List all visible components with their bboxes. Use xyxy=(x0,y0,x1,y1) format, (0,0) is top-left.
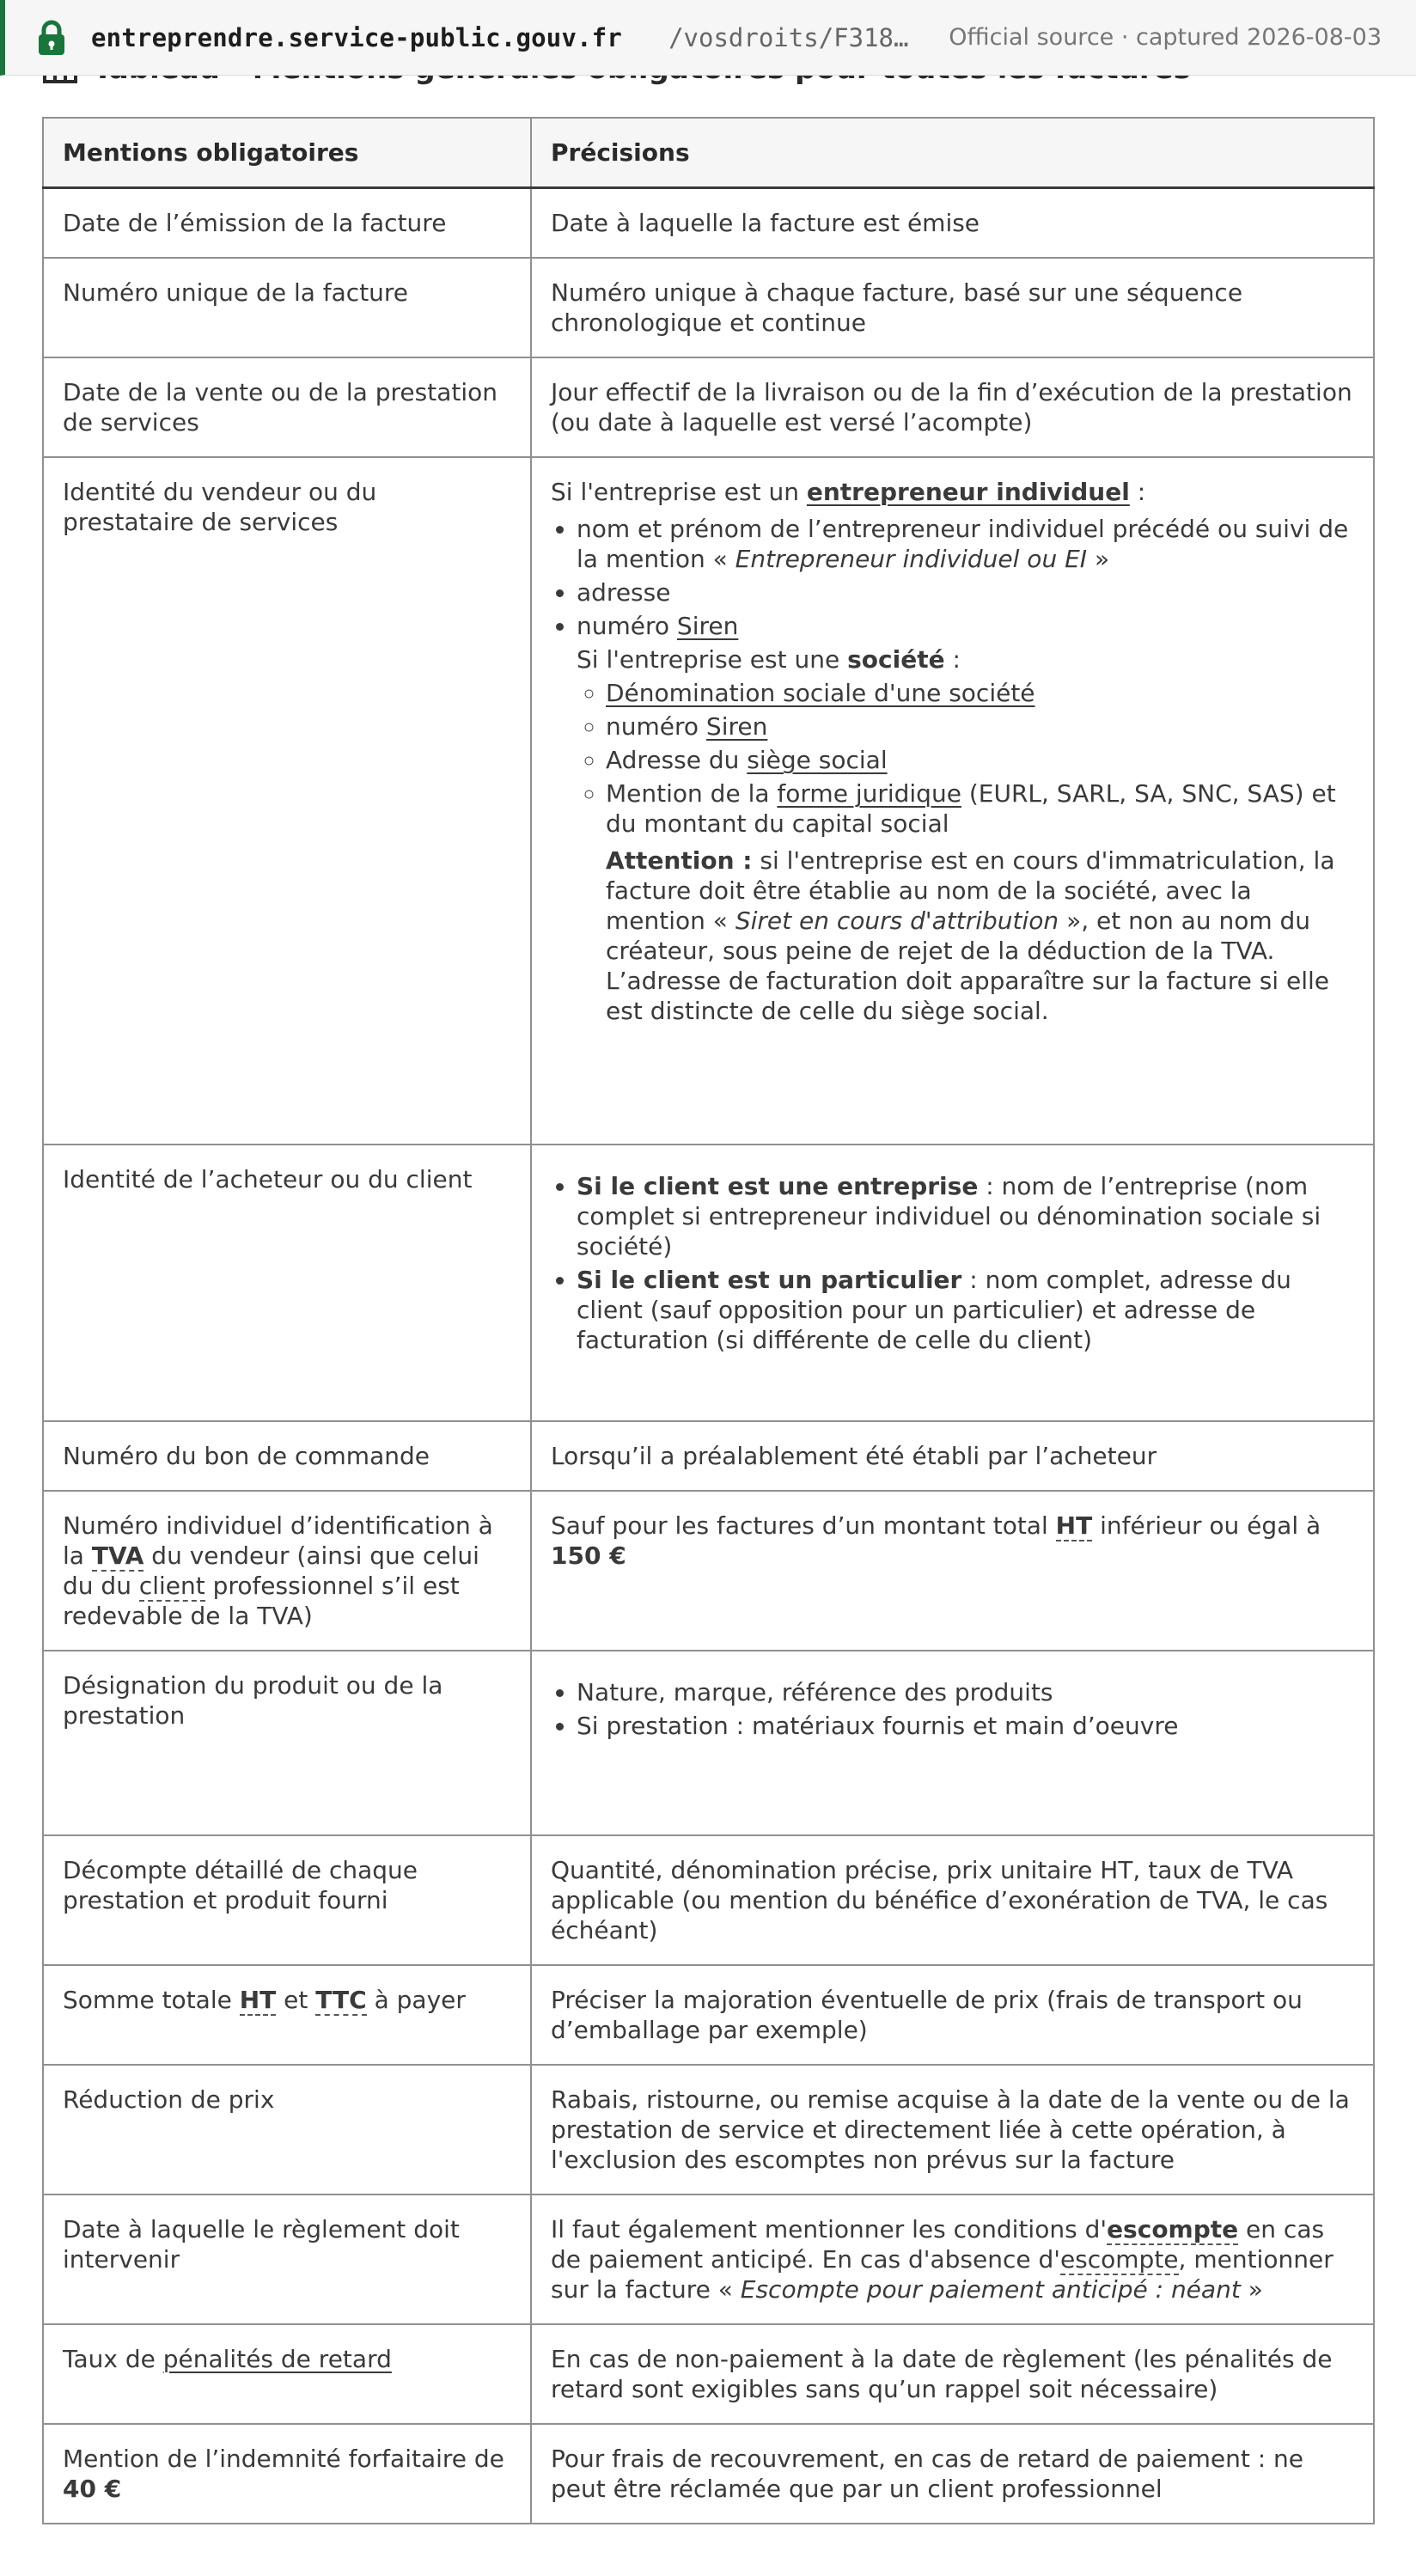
mentions-table xyxy=(42,117,1375,2524)
precision-cell: Pour frais de recouvrement, en cas de retard de paiement : ne peut être réclamée que par un client professionnel xyxy=(531,2424,1374,2524)
lock-icon xyxy=(34,17,69,58)
mention-cell: Numéro unique de la facture xyxy=(43,258,531,357)
table-row xyxy=(43,1145,1374,1421)
entrepreneur-individuel-link[interactable]: entrepreneur individuel xyxy=(806,478,1130,506)
url-path[interactable]: /vosdroits/F318… xyxy=(668,22,909,52)
list-item: • Si le client est une entreprise : nom de l’entreprise (nom complet si entrepreneur individuel ou dénomination sociale si société) xyxy=(577,1171,1354,1261)
ttc-abbr[interactable]: TTC xyxy=(315,1986,367,2014)
browser-url-bar xyxy=(0,0,1416,76)
precision-cell xyxy=(531,1651,1374,1835)
list-item: • nom et prénom de l’entrepreneur individuel précédé ou suivi de la mention « Entrepreneur individuel ou EI » xyxy=(577,514,1354,574)
precision-cell: Préciser la majoration éventuelle de prix (frais de transport ou d’emballage par exemple) xyxy=(531,1965,1374,2065)
societe-list xyxy=(577,678,1354,1026)
mention-cell: Date de la vente ou de la prestation de services xyxy=(43,357,531,457)
mention-cell: Désignation du produit ou de la prestation xyxy=(43,1651,531,1835)
list-item: ◦ numéro Siren xyxy=(606,711,1354,742)
siren-link[interactable]: Siren xyxy=(705,712,768,741)
table-row xyxy=(43,2424,1374,2524)
table-row xyxy=(43,1965,1374,2065)
mention-cell: Numéro du bon de commande xyxy=(43,1421,531,1491)
client-list xyxy=(551,1171,1354,1355)
mention-cell: Identité du vendeur ou du prestataire de services xyxy=(43,457,531,1145)
billing-address-note: L’adresse de facturation doit apparaître sur la facture si elle est distincte de celle du siège social. xyxy=(606,967,1329,1025)
forme-juridique-link[interactable]: forme juridique xyxy=(777,779,961,808)
list-item: • adresse xyxy=(577,577,1354,607)
attention-note: Attention : si l'entreprise est en cours d'immatriculation, la facture doit être établie au nom de la société, avec la mention « Siret en cours d'attribution », et non au nom du créateur, sous peine de rejet de la déduction de la TVA. xyxy=(606,846,1335,965)
denomination-sociale-link[interactable]: Dénomination sociale d'une société xyxy=(606,679,1035,707)
table-header-row xyxy=(43,118,1374,188)
precision-cell: Il faut également mentionner les conditions d'escompte en cas de paiement anticipé. En cas d'absence d'escompte, mentionner sur la facture « Escompte pour paiement anticipé : néant » xyxy=(531,2194,1374,2324)
mention-cell: Date de l’émission de la facture xyxy=(43,188,531,259)
mention-cell: Décompte détaillé de chaque prestation et produit fourni xyxy=(43,1835,531,1965)
table-row xyxy=(43,357,1374,457)
table-row xyxy=(43,1491,1374,1651)
precision-cell xyxy=(531,1145,1374,1421)
mention-cell: Numéro individuel d’identification à la TVA du vendeur (ainsi que celui du du client professionnel s’il est redevable de la TVA) xyxy=(43,1491,531,1651)
precision-cell: Sauf pour les factures d’un montant total HT inférieur ou égal à 150 € xyxy=(531,1491,1374,1651)
precision-cell: Date à laquelle la facture est émise xyxy=(531,188,1374,259)
penalites-retard-link[interactable]: pénalités de retard xyxy=(162,2345,392,2373)
url-domain[interactable]: entreprendre.service-public.gouv.fr xyxy=(91,22,623,52)
table-row xyxy=(43,188,1374,259)
list-item: • Si le client est un particulier : nom complet, adresse du client (sauf opposition pour un particulier) et adresse de facturation (si différente de celle du client) xyxy=(577,1265,1354,1355)
precision-cell: Jour effectif de la livraison ou de la fin d’exécution de la prestation (ou date à laquelle est versé l’acompte) xyxy=(531,357,1374,457)
table-row xyxy=(43,258,1374,357)
siren-link[interactable]: Siren xyxy=(676,612,739,640)
societe-intro: Si l'entreprise est une société : xyxy=(577,645,961,674)
list-item: • Nature, marque, référence des produits xyxy=(577,1677,1354,1707)
siege-social-link[interactable]: siège social xyxy=(747,746,888,774)
mention-cell: Taux de pénalités de retard xyxy=(43,2324,531,2424)
precision-cell xyxy=(531,457,1374,1145)
list-item: ◦ Mention de la forme juridique (EURL, SARL, SA, SNC, SAS) et du montant du capital social Attention : si l'entreprise est en cours d'immatriculation, la facture doit être établie au nom de la société, avec la mention « Siret en cours d'attribution », et non au nom du créateur, sous peine de rejet de la déduction de la TVA. L’adresse de facturation doit apparaître sur la facture si elle est distincte de celle du siège social. xyxy=(606,778,1354,1026)
mention-cell: Mention de l’indemnité forfaitaire de 40 € xyxy=(43,2424,531,2524)
designation-list xyxy=(551,1677,1354,1741)
mention-cell: Réduction de prix xyxy=(43,2065,531,2194)
ei-list xyxy=(551,514,1354,1026)
precision-cell: Quantité, dénomination précise, prix unitaire HT, taux de TVA applicable (ou mention du bénéfice d’exonération de TVA, le cas échéant) xyxy=(531,1835,1374,1965)
capture-note: Official source · captured 2026-08-03 xyxy=(949,24,1382,51)
precision-cell: Rabais, ristourne, ou remise acquise à la date de la vente ou de la prestation de service et directement liée à cette opération, à l'exclusion des escomptes non prévus sur la facture xyxy=(531,2065,1374,2194)
table-row xyxy=(43,1835,1374,1965)
column-header-precisions: Précisions xyxy=(531,118,1374,188)
list-item xyxy=(606,678,1354,708)
mention-cell: Identité de l’acheteur ou du client xyxy=(43,1145,531,1421)
table-row xyxy=(43,2324,1374,2424)
escompte-abbr[interactable]: escompte xyxy=(1059,2245,1179,2274)
ht-abbr[interactable]: HT xyxy=(239,1986,277,2014)
list-item: • Si prestation : matériaux fournis et main d’oeuvre xyxy=(577,1711,1354,1741)
precision-cell: Lorsqu’il a préalablement été établi par l’acheteur xyxy=(531,1421,1374,1491)
column-header-mentions: Mentions obligatoires xyxy=(43,118,531,188)
table-row xyxy=(43,2065,1374,2194)
escompte-abbr[interactable]: escompte xyxy=(1107,2215,1239,2243)
precision-cell: Numéro unique à chaque facture, basé sur une séquence chronologique et continue xyxy=(531,258,1374,357)
list-item: ◦ Adresse du siège social xyxy=(606,745,1354,775)
table-row xyxy=(43,457,1374,1145)
table-row xyxy=(43,1651,1374,1835)
ht-abbr[interactable]: HT xyxy=(1055,1511,1093,1540)
list-item: • numéro Siren Si l'entreprise est une société : ◦ Dénomination sociale d'une société ◦ numéro Siren ◦ Adresse du siège social ◦ Mention de la forme juridique (EURL, SARL, SA, SNC, SAS) et du montant du capital social Attention : si l'entreprise est en cours d'immatriculation, la facture doit être établie au nom de la société, avec la mention « Siret en cours d'attribution », et non au nom du créateur, sous peine de rejet de la déduction de la TVA. L’adresse de facturation doit apparaître sur la facture si elle est distincte de celle du siège social. xyxy=(577,611,1354,1026)
tva-abbr[interactable]: TVA xyxy=(91,1541,144,1570)
mention-cell: Date à laquelle le règlement doit intervenir xyxy=(43,2194,531,2324)
ei-intro: Si l'entreprise est un entrepreneur individuel : xyxy=(551,478,1146,506)
table-row xyxy=(43,1421,1374,1491)
client-abbr[interactable]: client xyxy=(138,1572,205,1600)
table-row xyxy=(43,2194,1374,2324)
mention-cell: Somme totale HT et TTC à payer xyxy=(43,1965,531,2065)
precision-cell: En cas de non-paiement à la date de règlement (les pénalités de retard sont exigibles sans qu’un rappel soit nécessaire) xyxy=(531,2324,1374,2424)
